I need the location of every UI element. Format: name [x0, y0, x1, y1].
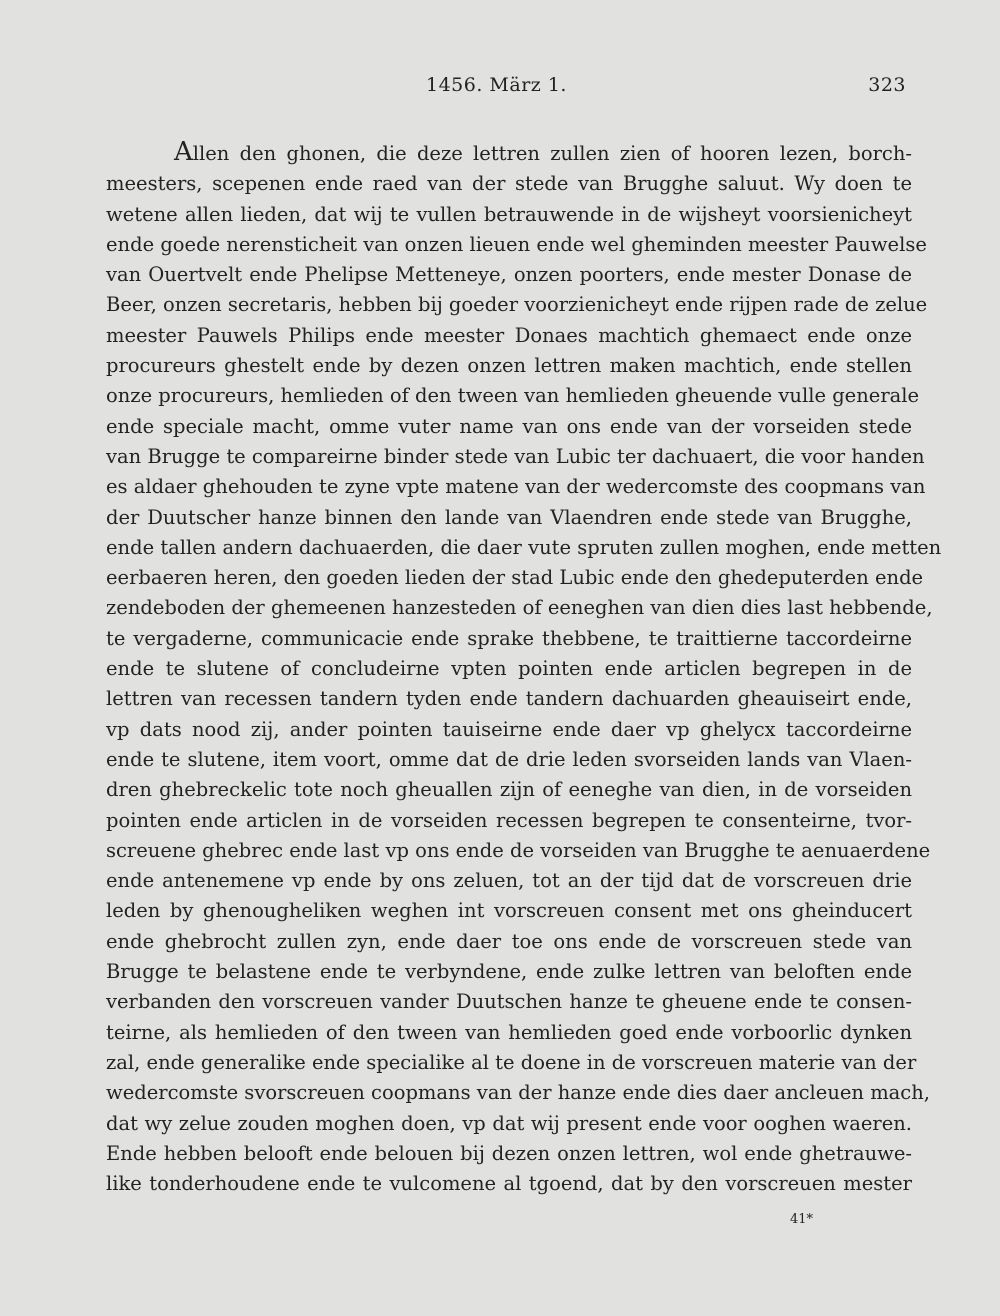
text-line: ende antenemene vp ende by ons zeluen, tot an der tijd dat de vorscreuen drie [106, 869, 912, 893]
page-number: 323 [868, 74, 906, 96]
text-line: verbanden den vorscreuen vander Duutschen hanze te gheuene ende te consen- [106, 990, 912, 1014]
text-line: Ende hebben belooft ende belouen bij dezen onzen lettren, wol ende ghetrauwe- [106, 1141, 912, 1165]
text-line: wetene allen lieden, dat wij te vullen betrauwende in de wijsheyt voorsienicheyt [106, 202, 912, 226]
text-line: Beer, onzen secretaris, hebben bij goeder voorzienicheyt ende rijpen rade de zelue [106, 293, 928, 317]
header-date: 1456. März 1. [426, 74, 567, 96]
text-line: onze procureurs, hemlieden of den tween van hemlieden gheuende vulle generale [106, 384, 920, 408]
text-line: ende te slutene, item voort, omme dat de drie leden svorseiden lands van Vlaen- [106, 747, 912, 771]
text-line: ende ghebrocht zullen zyn, ende daer toe ons ende de vorscreuen stede van [106, 929, 912, 953]
text-line: procureurs ghestelt ende by dezen onzen lettren maken machtich, ende stellen [106, 354, 912, 378]
text-line: dat wy zelue zouden moghen doen, vp dat wij present ende voor ooghen waeren. [106, 1111, 912, 1135]
text-line: dren ghebreckelic tote noch gheuallen zijn of eeneghe van dien, in de vorseiden [106, 778, 912, 802]
text-line: van Ouertvelt ende Phelipse Metteneye, onzen poorters, ende mester Donase de [106, 263, 912, 287]
text-line: wedercomste svorscreuen coopmans van der hanze ende dies daer ancleuen mach, [106, 1081, 930, 1105]
text-line: teirne, als hemlieden of den tween van hemlieden goed ende vorboorlic dynken [106, 1020, 912, 1044]
text-line: der Duutscher hanze binnen den lande van Vlaendren ende stede van Brugghe, [106, 505, 912, 529]
text-line: Allen den ghonen, die deze lettren zullen zien of hooren lezen, borch- [174, 137, 912, 167]
text-line: ende te slutene of concludeirne vpten pointen ende articlen begrepen in de [106, 657, 912, 681]
text-line: ende goede nerensticheit van onzen lieuen ende wel gheminden meester Pauwelse [106, 232, 927, 256]
text-line: zendeboden der ghemeenen hanzesteden of eeneghen van dien dies last hebbende, [106, 596, 933, 620]
signature-mark: 41* [790, 1212, 814, 1227]
text-line: meesters, scepenen ende raed van der stede van Brugghe saluut. Wy doen te [106, 172, 912, 196]
text-line: zal, ende generalike ende specialike al te doene in de vorscreuen materie van der [106, 1050, 917, 1074]
text-line: leden by ghenougheliken weghen int vorscreuen consent met ons gheinducert [106, 899, 912, 923]
text-line: Brugge te belastene ende te verbyndene, ende zulke lettren van beloften ende [106, 960, 912, 984]
text-line: screuene ghebrec ende last vp ons ende de vorseiden van Brugghe te aenuaerdene [106, 838, 931, 862]
text-line: like tonderhoudene ende te vulcomene al tgoend, dat by den vorscreuen mester [106, 1172, 912, 1196]
text-line: van Brugge te compareirne binder stede van Lubic ter dachuaert, die voor handen [106, 444, 925, 468]
page-header [100, 74, 910, 104]
text-line: eerbaeren heren, den goeden lieden der stad Lubic ende den ghedeputerden ende [106, 566, 924, 590]
text-line: vp dats nood zij, ander pointen tauiseirne ende daer vp ghelycx taccordeirne [106, 717, 912, 741]
text-line: pointen ende articlen in de vorseiden recessen begrepen te consenteirne, tvor- [106, 808, 912, 832]
text-line: es aldaer ghehouden te zyne vpte matene van der wedercomste des coopmans van [106, 475, 926, 499]
text-line: ende tallen andern dachuaerden, die daer vute spruten zullen moghen, ende metten [106, 535, 942, 559]
text-line: ende speciale macht, omme vuter name van ons ende van der vorseiden stede [106, 414, 912, 438]
body-text [106, 137, 942, 1199]
initial-capital: A [174, 137, 193, 167]
text-line: lettren van recessen tandern tyden ende tandern dachuarden gheauiseirt ende, [106, 687, 912, 711]
text-line: te vergaderne, communicacie ende sprake thebbene, te traittierne taccordeirne [106, 626, 912, 650]
text-line: meester Pauwels Philips ende meester Donaes machtich ghemaect ende onze [106, 323, 912, 347]
